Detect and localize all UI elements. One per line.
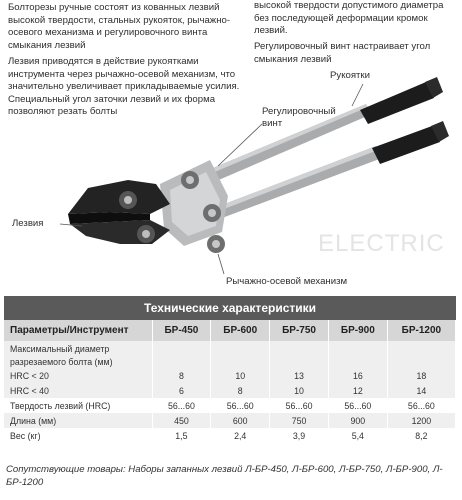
table-cell xyxy=(387,341,455,356)
table-cell: 8 xyxy=(211,383,270,398)
table-cell: 13 xyxy=(270,368,329,383)
table-cell: 16 xyxy=(328,368,387,383)
table-row xyxy=(4,356,456,368)
header-cell: БР-750 xyxy=(270,320,329,341)
table-cell xyxy=(211,341,270,356)
specs-table-title: Технические характеристики xyxy=(4,296,456,320)
row-label: HRC < 40 xyxy=(4,383,152,398)
table-cell xyxy=(152,356,211,368)
table-cell: 8,2 xyxy=(387,428,455,443)
intro-paragraph-3: высокой твердости допустимого диаметра без последующей деформации кромок лезвий. xyxy=(254,0,444,36)
table-cell: 750 xyxy=(270,413,329,428)
row-label: Вес (кг) xyxy=(4,428,152,443)
intro-paragraph-4: Регулировочный винт настраивает угол смыкания лезвий xyxy=(254,41,431,65)
related-products-note: Сопутствующие товары: Наборы запанных лезвий Л-БР-450, Л-БР-600, Л-БР-750, Л-БР-900, Л-БР-1200 xyxy=(6,464,443,488)
specs-header-row xyxy=(4,320,456,341)
blades xyxy=(68,180,170,244)
table-row xyxy=(4,428,456,443)
table-cell xyxy=(328,341,387,356)
table-cell: 2,4 xyxy=(211,428,270,443)
table-cell: 56...60 xyxy=(152,398,211,413)
table-cell xyxy=(211,356,270,368)
table-cell: 1200 xyxy=(387,413,455,428)
header-cell: БР-1200 xyxy=(387,320,455,341)
table-cell: 56...60 xyxy=(328,398,387,413)
table-cell: 56...60 xyxy=(387,398,455,413)
row-label: Максимальный диаметр xyxy=(4,341,152,356)
table-cell: 12 xyxy=(328,383,387,398)
row-label: Твердость лезвий (HRC) xyxy=(4,398,152,413)
table-row xyxy=(4,383,456,398)
intro-paragraph-1: Болторезы ручные состоят из кованных лезвий высокой твердости, стальных рукояток, рычажно-осевого механизма и регулировочного винта смыкания лезвий xyxy=(8,2,231,51)
table-cell xyxy=(270,356,329,368)
table-cell: 900 xyxy=(328,413,387,428)
callout-adjusting-screw: Регулировочный винт xyxy=(262,106,336,129)
header-cell: БР-900 xyxy=(328,320,387,341)
watermark-text: ELECTRIC xyxy=(318,230,445,257)
table-cell: 6 xyxy=(152,383,211,398)
callout-blades: Лезвия xyxy=(12,218,44,229)
table-cell: 3,9 xyxy=(270,428,329,443)
row-label: разрезаемого болта (мм) xyxy=(4,356,152,368)
header-cell: Параметры/Инструмент xyxy=(4,320,152,341)
table-row xyxy=(4,413,456,428)
table-cell: 1,5 xyxy=(152,428,211,443)
table-row xyxy=(4,341,456,356)
table-cell xyxy=(387,356,455,368)
callout-handles: Рукоятки xyxy=(330,70,370,81)
header-cell: БР-450 xyxy=(152,320,211,341)
table-cell: 8 xyxy=(152,368,211,383)
table-cell: 18 xyxy=(387,368,455,383)
header-cell: БР-600 xyxy=(211,320,270,341)
table-cell xyxy=(152,341,211,356)
callout-pivot-mechanism: Рычажно-осевой механизм xyxy=(226,276,348,287)
table-cell: 600 xyxy=(211,413,270,428)
bolt-cutter-illustration xyxy=(0,60,462,296)
table-cell: 56...60 xyxy=(270,398,329,413)
specs-table xyxy=(4,320,456,443)
table-cell: 56...60 xyxy=(211,398,270,413)
table-row xyxy=(4,368,456,383)
table-cell: 14 xyxy=(387,383,455,398)
lower-handle xyxy=(214,121,449,218)
row-label: Длина (мм) xyxy=(4,413,152,428)
table-row xyxy=(4,398,456,413)
table-cell: 450 xyxy=(152,413,211,428)
specs-table-section xyxy=(4,296,456,443)
row-label: HRC < 20 xyxy=(4,368,152,383)
table-cell: 10 xyxy=(211,368,270,383)
intro-paragraph-2: Лезвия приводятся в действие рукоятками инструмента через рычажно-осевой механизм, что значительно увеличивает прикладываемые усилия. Специальный угол заточки лезвий и их форма позволяют резать болты xyxy=(8,56,240,117)
pivot-leader xyxy=(218,254,224,274)
table-cell xyxy=(328,356,387,368)
table-cell: 5,4 xyxy=(328,428,387,443)
table-cell: 10 xyxy=(270,383,329,398)
table-cell xyxy=(270,341,329,356)
handles-leader xyxy=(352,84,363,106)
